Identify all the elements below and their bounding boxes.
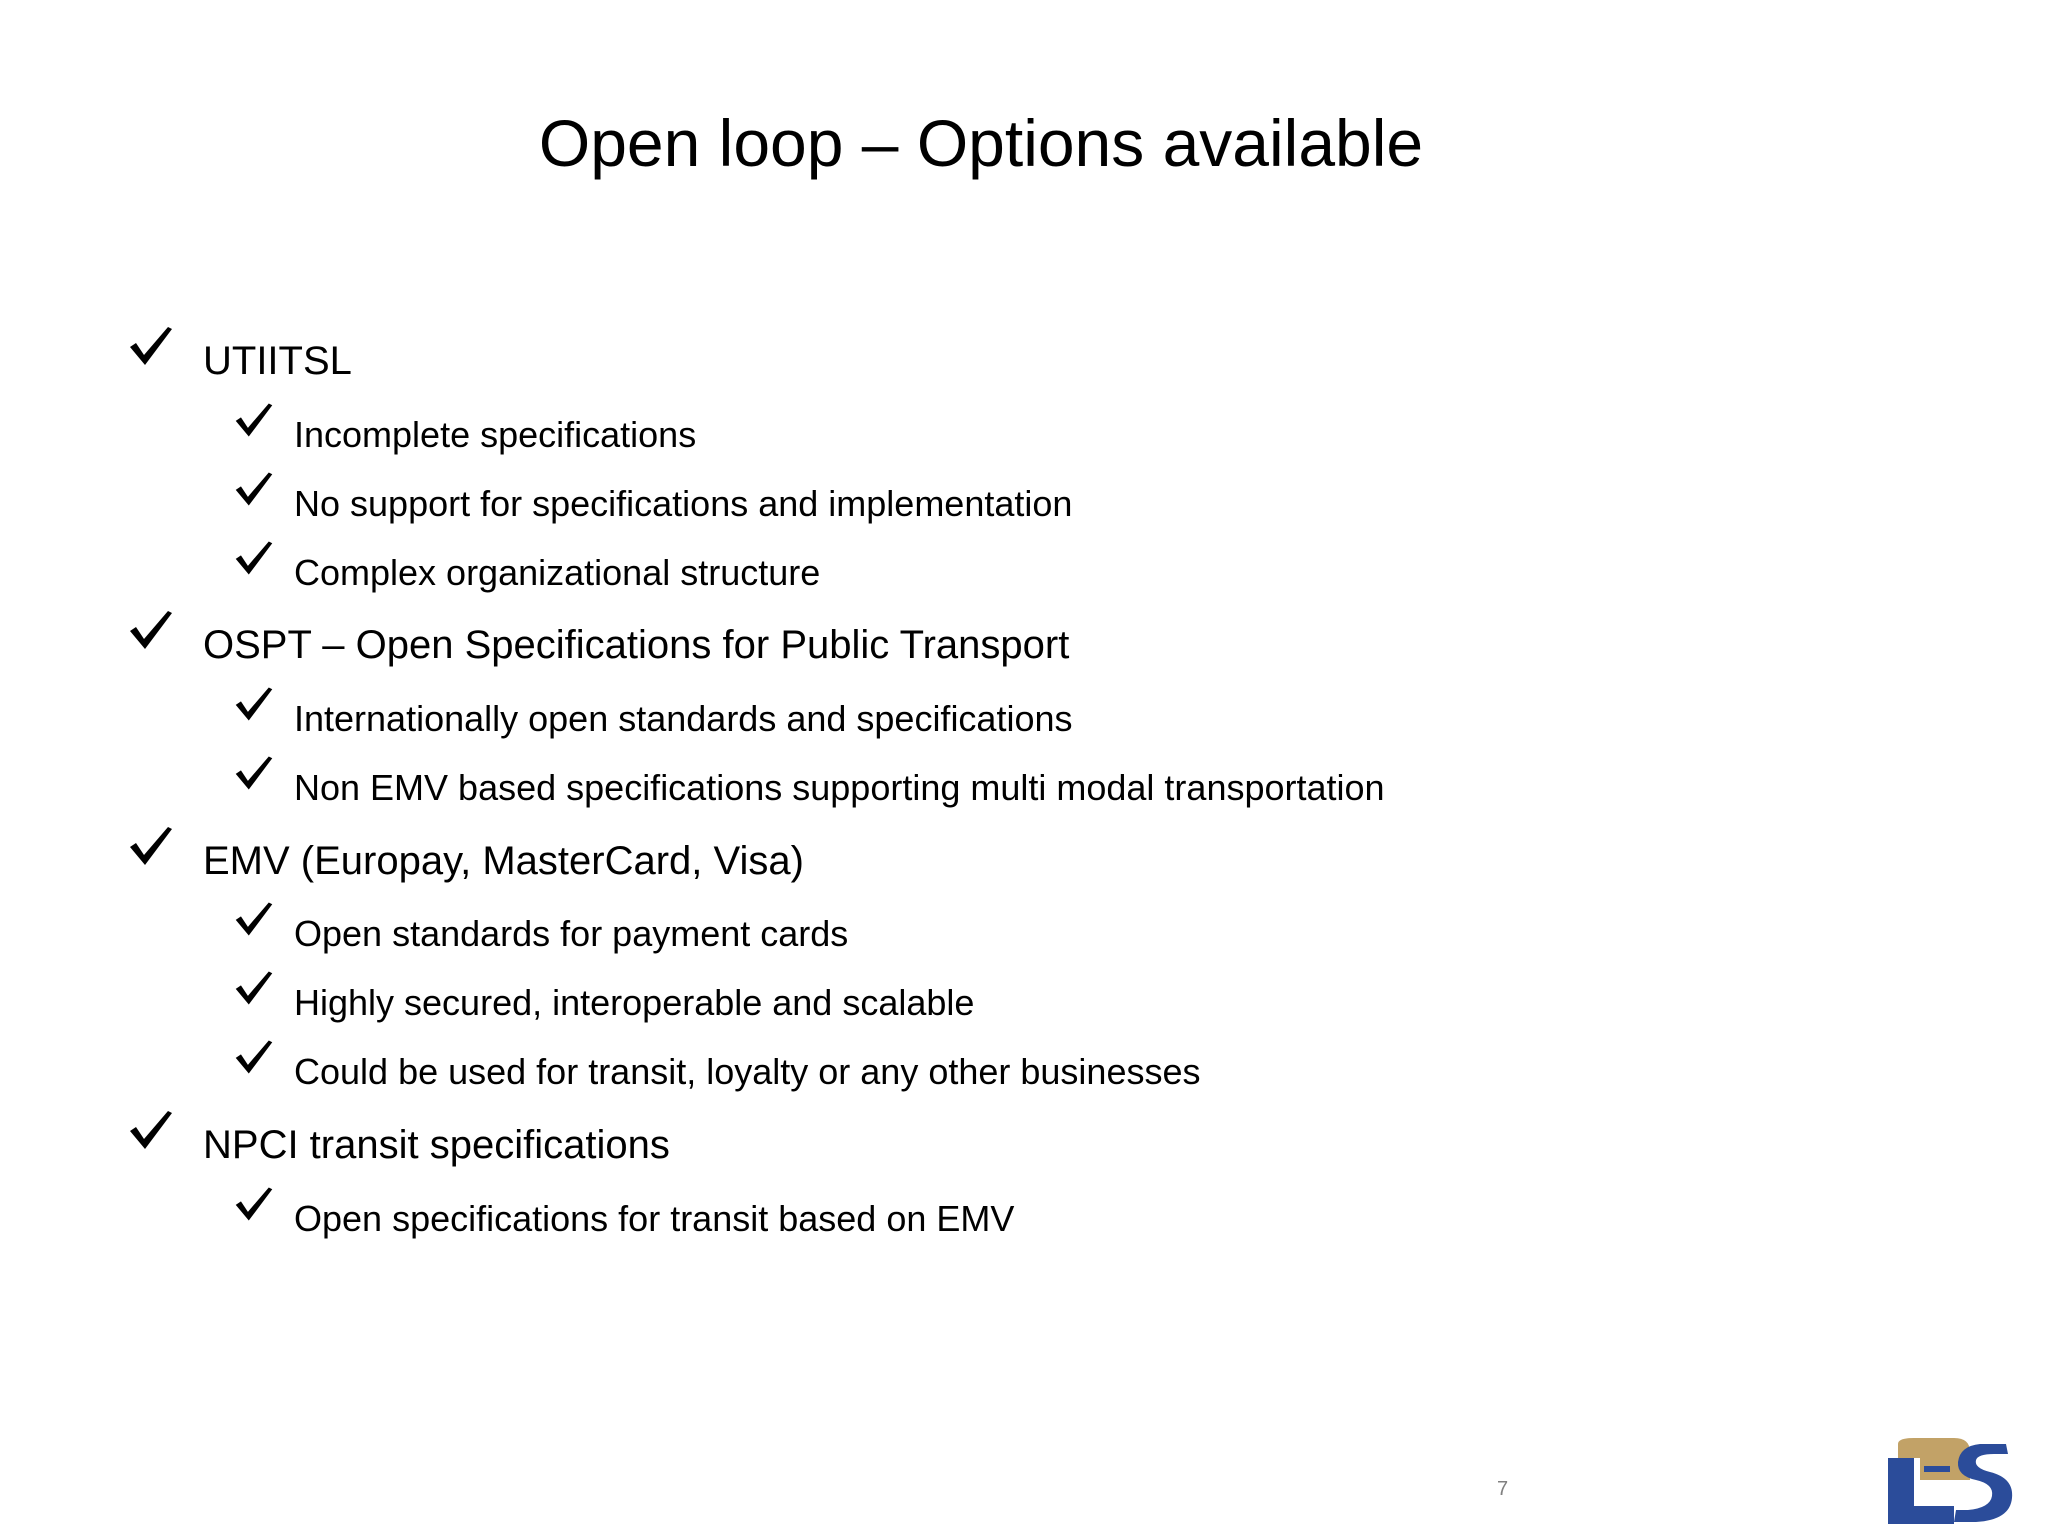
checkmark-icon (128, 609, 174, 651)
page-number: 7 (1497, 1478, 1509, 1500)
checkmark-icon (128, 325, 174, 367)
checkmark-icon (234, 539, 274, 577)
bullet-label: EMV (Europay, MasterCard, Visa) (203, 839, 804, 883)
checkmark-icon (128, 1109, 174, 1151)
checkmark-icon (234, 1038, 274, 1076)
sub-bullet-label: Could be used for transit, loyalty or any other businesses (294, 1051, 1201, 1092)
sub-bullet-label: No support for specifications and implementation (294, 483, 1073, 524)
sub-bullet-label: Internationally open standards and specifications (294, 698, 1073, 739)
company-logo-icon (1884, 1436, 2014, 1528)
checkmark-icon (234, 1185, 274, 1223)
sub-bullet-label: Highly secured, interoperable and scalable (294, 982, 975, 1023)
checkmark-icon (234, 470, 274, 508)
sub-bullet-label: Non EMV based specifications supporting multi modal transportation (294, 767, 1385, 808)
slide-title: Open loop – Options available (538, 106, 1424, 180)
sub-bullet-label: Open standards for payment cards (294, 913, 849, 954)
sub-bullet-label: Open specifications for transit based on EMV (294, 1198, 1015, 1239)
bullet-label: NPCI transit specifications (203, 1123, 670, 1167)
sub-bullet-label: Incomplete specifications (294, 414, 697, 455)
checkmark-icon (128, 825, 174, 867)
bullet-label: OSPT – Open Specifications for Public Transport (203, 623, 1070, 667)
checkmark-icon (234, 754, 274, 792)
bullet-label: UTIITSL (203, 339, 352, 383)
checkmark-icon (234, 401, 274, 439)
sub-bullet-label: Complex organizational structure (294, 552, 821, 593)
checkmark-icon (234, 900, 274, 938)
checkmark-icon (234, 685, 274, 723)
checkmark-icon (234, 969, 274, 1007)
